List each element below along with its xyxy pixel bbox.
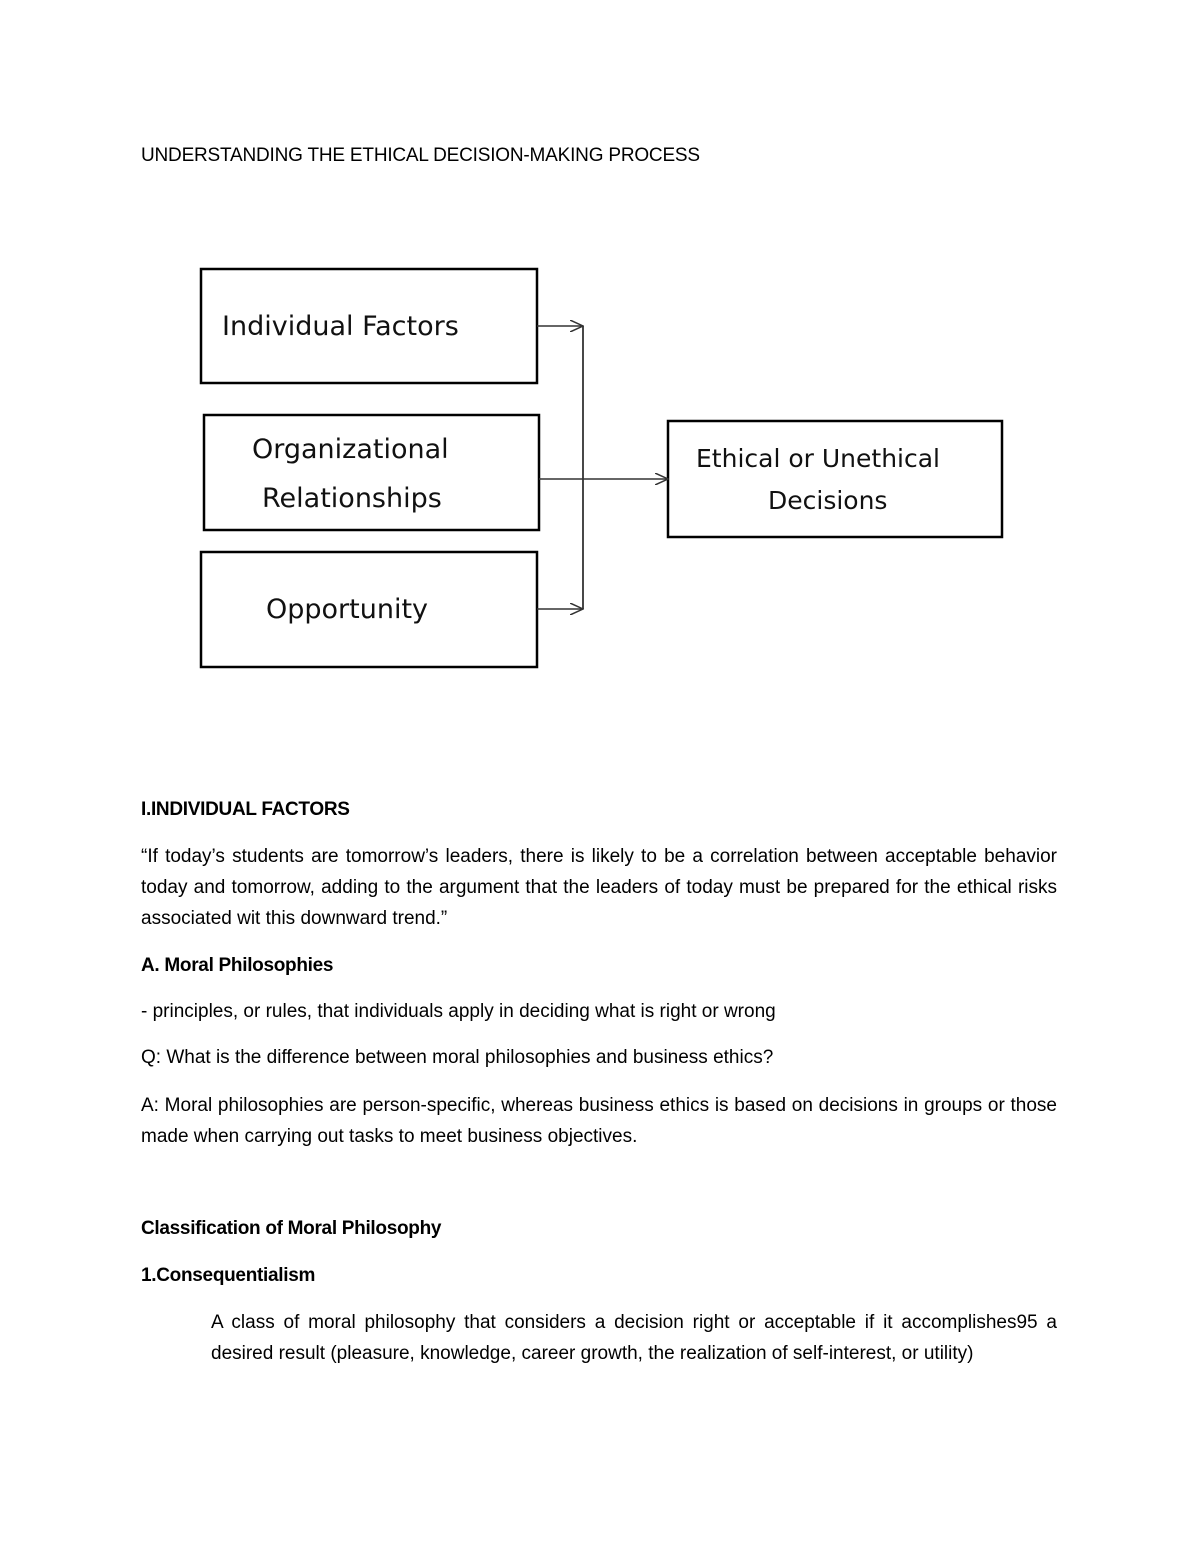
organizational-relationships-label-line1: Organizational [252,434,449,465]
answer-paragraph: A: Moral philosophies are person-specific, whereas business ethics is based on decisions in groups or those made when carrying out tasks to meet business objectives. [141,1095,1057,1147]
consequentialism-heading: 1.Consequentialism [141,1265,316,1286]
ethical-decisions-label-line1: Ethical or Unethical [696,444,940,473]
consequentialism-text: A class of moral philosophy that considers a decision right or acceptable if it accomplishes95 a desired result (pleasure, knowledge, career growth, the realization of self-interest, or utility) [211,1312,1057,1364]
page-title: UNDERSTANDING THE ETHICAL DECISION-MAKING PROCESS [141,145,700,166]
classification-heading: Classification of Moral Philosophy [141,1218,442,1239]
opportunity-label: Opportunity [266,594,429,625]
organizational-relationships-label-line2: Relationships [262,483,442,514]
question-text: Q: What is the difference between moral philosophies and business ethics? [141,1047,774,1068]
subheading-moral-philosophies: A. Moral Philosophies [141,955,334,976]
ethical-decisions-label-line2: Decisions [768,486,888,515]
ethical-decisions-box [668,421,1002,537]
quote-paragraph: “If today’s students are tomorrow’s leaders, there is likely to be a correlation between acceptable behavior today and tomorrow, adding to the argument that the leaders of today must be prepared for the ethical risks associated wit this downward trend.” [141,846,1057,929]
flow-diagram [0,0,1200,700]
individual-factors-label: Individual Factors [222,311,459,342]
definition-text: - principles, or rules, that individuals apply in deciding what is right or wrong [141,1001,776,1022]
section-heading-individual-factors: I.INDIVIDUAL FACTORS [141,799,350,820]
